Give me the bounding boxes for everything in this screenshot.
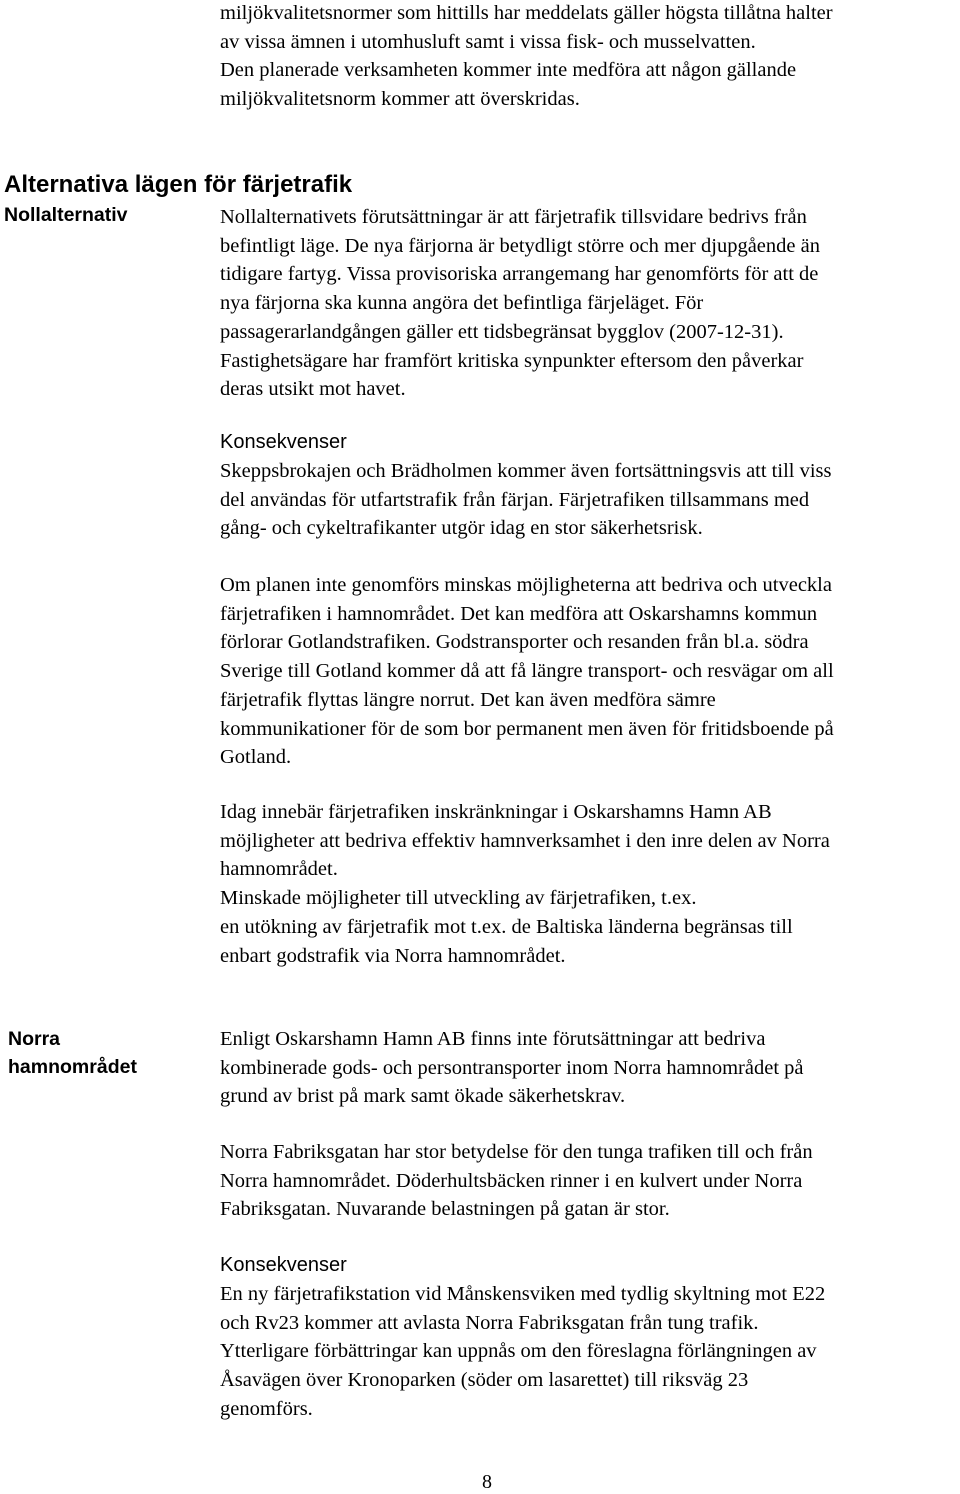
text-line: Åsavägen över Kronoparken (söder om lasarettet) till riksväg 23 — [220, 1369, 749, 1392]
text-line: genomförs. — [220, 1397, 313, 1420]
text-line: enbart godstrafik via Norra hamnområdet. — [220, 944, 566, 967]
side-label-line: Norra — [8, 1028, 61, 1050]
text-line: miljökvalitetsnormer som hittills har meddelats gäller högsta tillåtna halter — [220, 2, 833, 24]
text-line: förlorar Gotlandstrafiken. Godstransporter och resanden från bl.a. södra — [220, 631, 809, 654]
text-line: möjligheter att bedriva effektiv hamnverksamhet i den inre delen av Norra — [220, 829, 830, 852]
text-line: deras utsikt mot havet. — [220, 378, 406, 401]
text-line: Norra Fabriksgatan har stor betydelse för den tunga trafiken till och från — [220, 1141, 813, 1163]
norra-paragraph-2 — [220, 1138, 813, 1224]
text-line: Nollalternativets förutsättningar är att färjetrafik tillsvidare bedrivs från — [220, 206, 807, 228]
nollalternativ-paragraph-1 — [220, 203, 820, 404]
text-line: Skeppsbrokajen och Brädholmen kommer även fortsättningsvis att till viss — [220, 460, 832, 482]
text-line: nya färjorna ska kunna angöra det befintliga färjeläget. För — [220, 292, 704, 315]
nollalternativ-paragraph-3 — [220, 571, 834, 772]
text-line: Idag innebär färjetrafiken inskränkningar i Oskarshamns Hamn AB — [220, 801, 772, 823]
text-line: passagerarlandgången gäller ett tidsbegränsat bygglov (2007-12-31). — [220, 320, 784, 343]
konsekvenser-heading: Konsekvenser — [220, 1254, 347, 1276]
text-line: En ny färjetrafikstation vid Månskensviken med tydlig skyltning mot E22 — [220, 1283, 826, 1305]
text-line: Enligt Oskarshamn Hamn AB finns inte förutsättningar att bedriva — [220, 1028, 766, 1050]
section-heading: Alternativa lägen för färjetrafik — [4, 171, 353, 198]
text-line: Norra hamnområdet. Döderhultsbäcken rinner i en kulvert under Norra — [220, 1169, 803, 1192]
text-line: Om planen inte genomförs minskas möjligheterna att bedriva och utveckla — [220, 574, 832, 596]
text-line: gång- och cykeltrafikanter utgör idag en stor säkerhetsrisk. — [220, 517, 703, 540]
text-line: kommunikationer för de som bor permanent men även för fritidsboende på — [220, 717, 834, 740]
nollalternativ-paragraph-2 — [220, 457, 832, 543]
text-line: färjetrafik flyttas längre norrut. Det kan även medföra sämre — [220, 688, 716, 711]
text-line: Sverige till Gotland kommer då att få längre transport- och resvägar om all — [220, 660, 834, 683]
text-line: och Rv23 kommer att avlasta Norra Fabriksgatan från tung trafik. — [220, 1311, 759, 1334]
nollalternativ-paragraph-4 — [220, 798, 830, 970]
text-line: Gotland. — [220, 746, 292, 769]
text-line: en utökning av färjetrafik mot t.ex. de Baltiska länderna begränsas till — [220, 915, 793, 938]
page-number: 8 — [482, 1471, 492, 1493]
text-line: befintligt läge. De nya färjorna är betydligt större och mer djupgående än — [220, 234, 820, 257]
side-label-line: hamnområdet — [8, 1056, 137, 1078]
text-line: av vissa ämnen i utomhusluft samt i vissa fisk- och musselvatten. — [220, 30, 756, 53]
text-line: Den planerade verksamheten kommer inte medföra att någon gällande — [220, 59, 797, 82]
text-line: Minskade möjligheter till utveckling av färjetrafiken, t.ex. — [220, 887, 697, 910]
norra-paragraph-3 — [220, 1280, 825, 1424]
text-line: tidigare fartyg. Vissa provisoriska arrangemang har genomförts för att de — [220, 263, 819, 286]
side-label-nollalternativ: Nollalternativ — [4, 204, 128, 226]
text-line: hamnområdet. — [220, 858, 338, 881]
text-line: färjetrafiken i hamnområdet. Det kan medföra att Oskarshamns kommun — [220, 602, 818, 625]
norra-paragraph-1 — [220, 1025, 804, 1111]
text-line: Fastighetsägare har framfört kritiska synpunkter eftersom den påverkar — [220, 349, 804, 372]
text-line: del användas för utfartstrafik från färjan. Färjetrafiken tillsammans med — [220, 488, 810, 511]
konsekvenser-heading: Konsekvenser — [220, 431, 347, 453]
text-line: miljökvalitetsnorm kommer att överskridas. — [220, 88, 580, 111]
text-line: kombinerade gods- och persontransporter inom Norra hamnområdet på — [220, 1056, 804, 1079]
side-label-norra-hamnomradet — [8, 1025, 137, 1081]
text-line: grund av brist på mark samt ökade säkerhetskrav. — [220, 1085, 626, 1108]
text-line: Ytterligare förbättringar kan uppnås om den föreslagna förlängningen av — [220, 1340, 817, 1363]
intro-paragraph — [220, 0, 833, 114]
text-line: Fabriksgatan. Nuvarande belastningen på gatan är stor. — [220, 1198, 670, 1221]
